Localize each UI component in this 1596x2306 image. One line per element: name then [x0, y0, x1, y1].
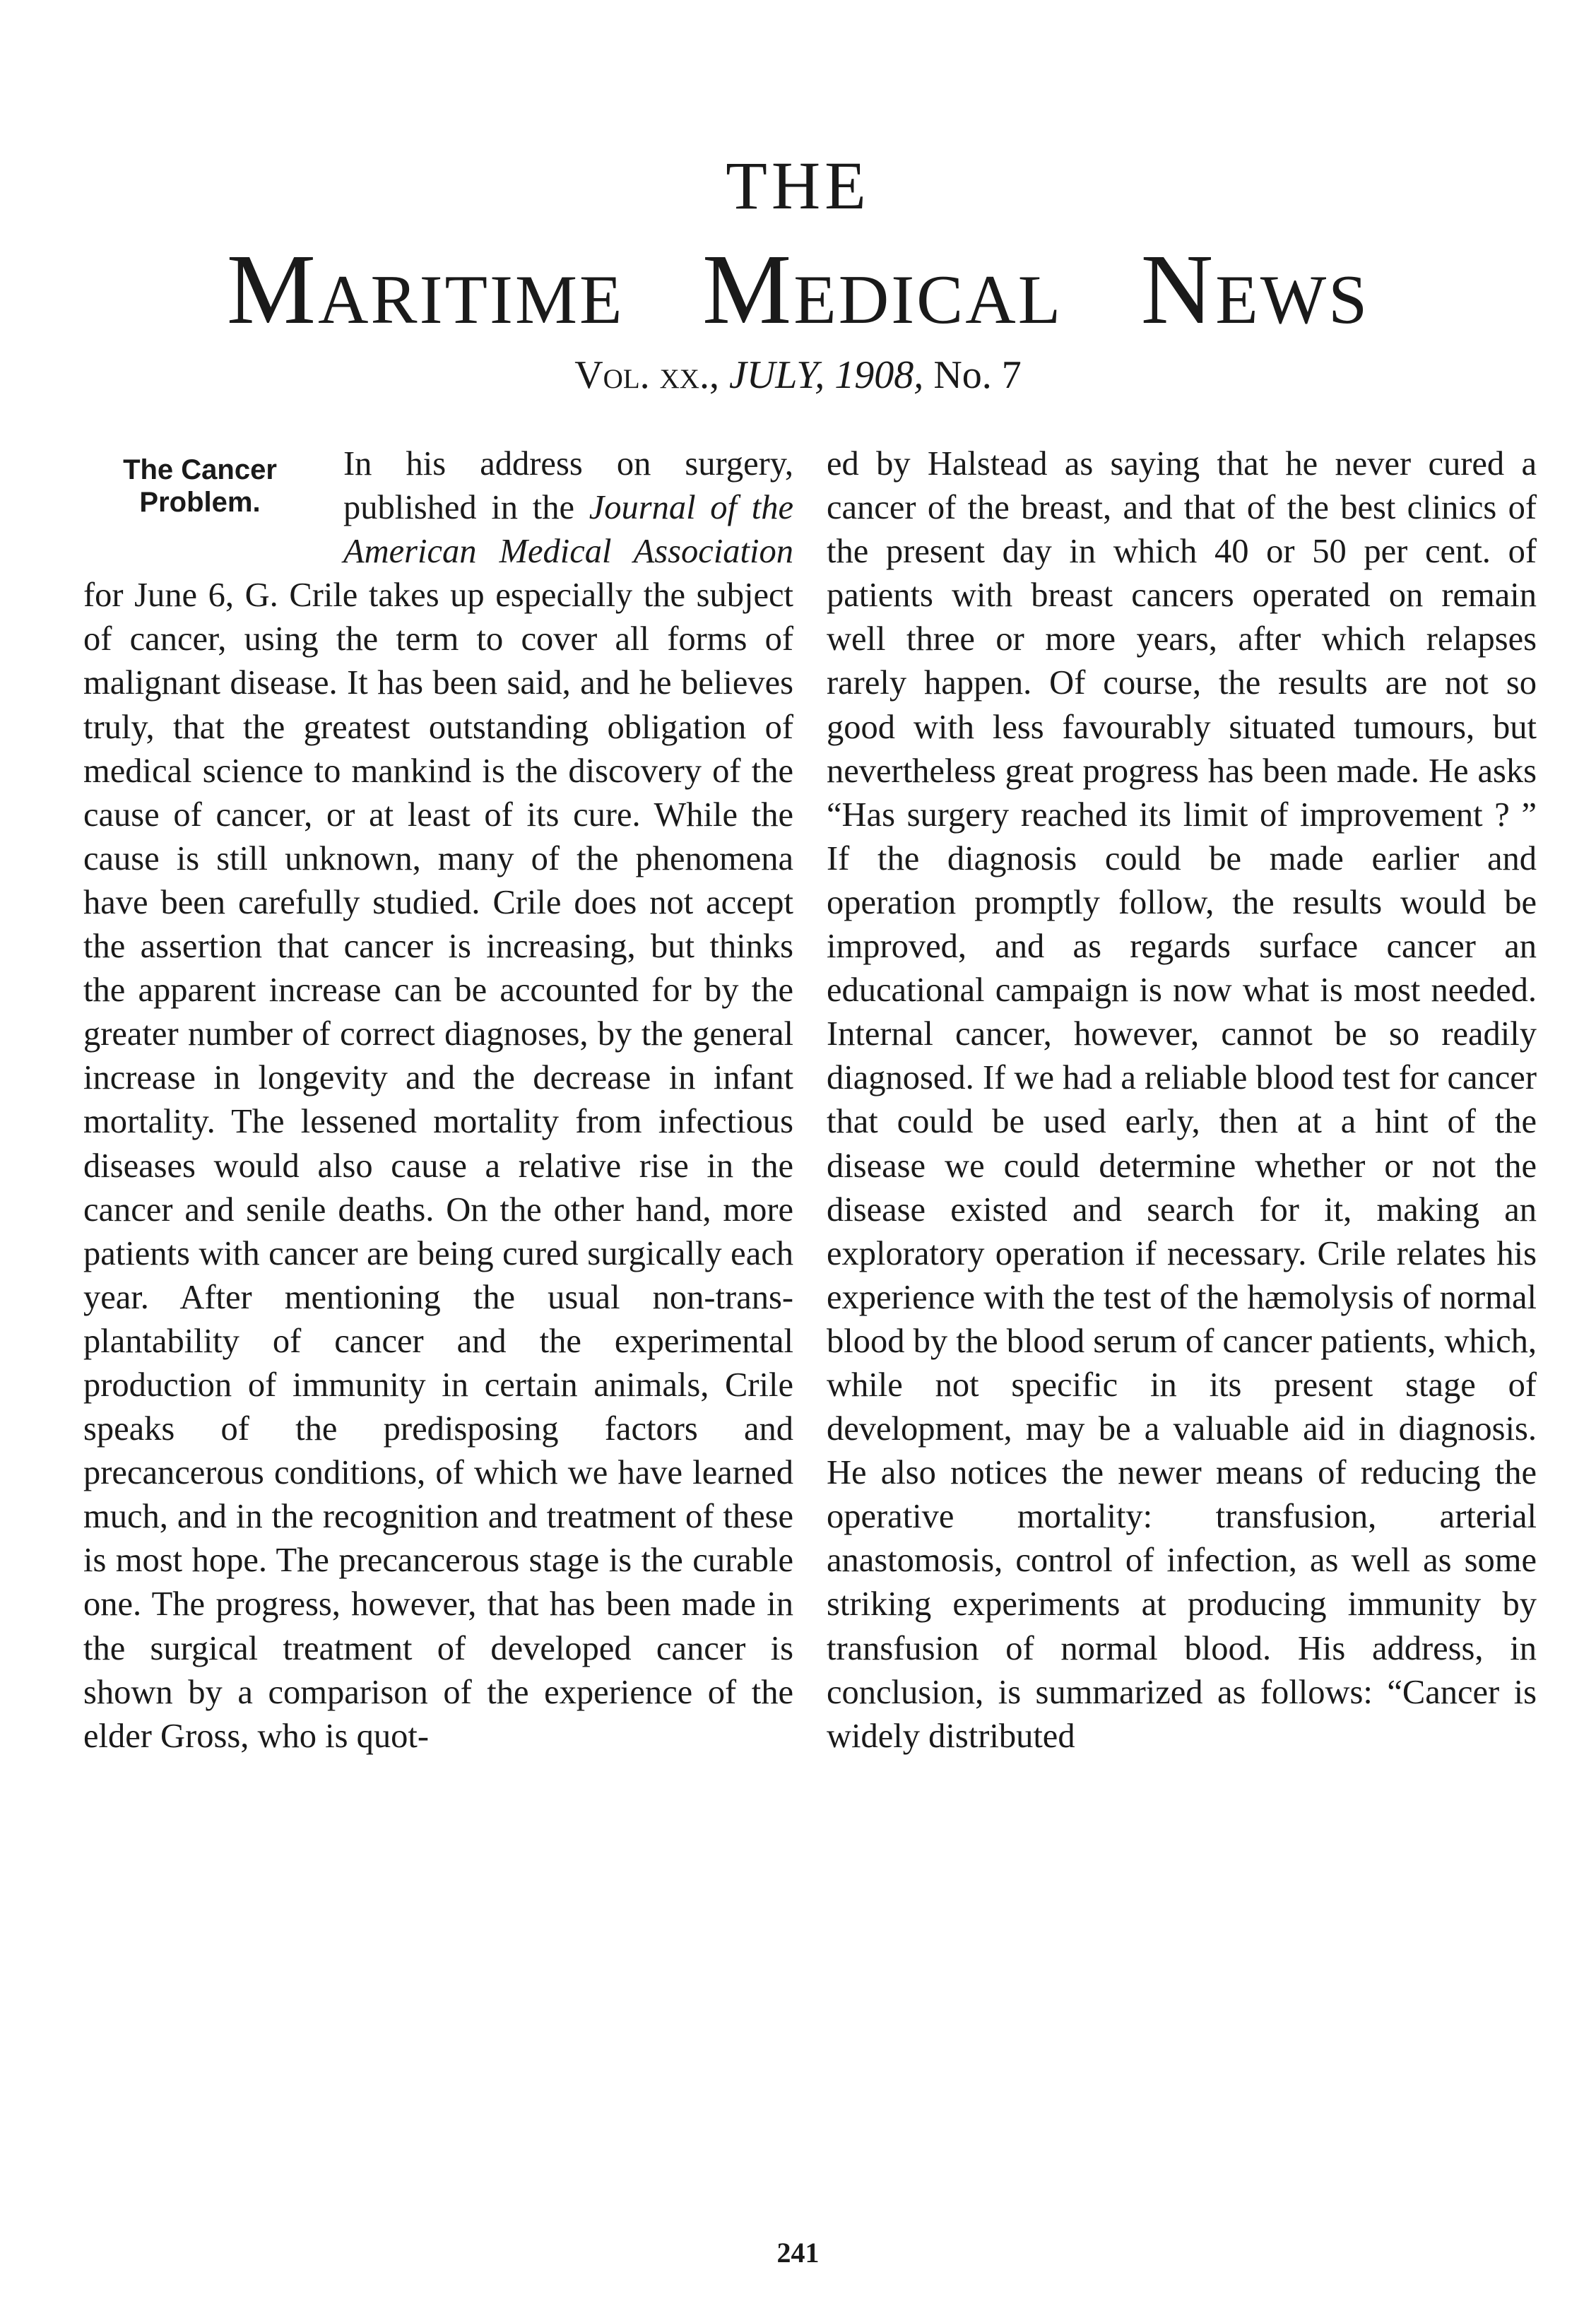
article-body-right: ed by Halstead as saying that he never cured a cancer of the breast, and that of the best clinics of the present day in which 40 or 50 per cent. of patients with breast cancers operated on remain well three or more years, after which relapses rarely happen. Of course, the results are not so good with less favourably situated tumours, but nevertheless great progress has been made. He asks “Has surgery reached its limit of improvement ? ” If the diagnosis could be made earlier and operation promptly follow, the results would be improved, and as regards surface cancer an educational campaign is now what is most needed. Internal cancer, however, cannot be so readily diagnosed. If we had a reliable blood test for cancer that could be used early, then at a hint of the disease we could determine whether or not the disease existed and search for it, making an exploratory operation if necessary. Crile relates his experience with the test of the hæmolysis of normal blood by the blood serum of cancer patients, which, while not specific in its present stage of development, may be a valuable aid in diagnosis. He also notices the newer means of reducing the operative mortality: transfusion, arterial anastomosis, control of infection, as well as some striking experiments at producing immunity by transfusion of normal blood. His address, in conclusion, is summarized as follows: “Cancer is widely distributed: [827, 445, 1537, 1755]
article-column-right: [827, 442, 1537, 1758]
volume-line: [0, 355, 1596, 395]
issue-number: No. 7: [933, 353, 1022, 397]
page-number: 241: [776, 2237, 820, 2269]
masthead-word-medical: Medical: [702, 233, 1063, 345]
article-body-left: for June 6, G. Crile takes up especially the subject of cancer, using the term to cover all forms of malignant disease. It has been said, and he believes truly, that the greatest outstanding obligation of medical science to mankind is the discovery of the cause of cancer, or at least of its cure. While the cause is still unknown, many of the phenomena have been carefully studied. Crile does not accept the assertion that cancer is increasing, but thinks the apparent increase can be accounted for by the greater number of correct diagnoses, by the general increase in longevity and the decrease in infant mortality. The lessened mortality from infectious diseases would also cause a relative rise in the cancer and senile deaths. On the other hand, more patients with cancer are being cured surgically each year. After mentioning the usual non-trans-plantability of cancer and the experimental production of immunity in certain animals, Crile speaks of the predisposing factors and precancerous conditions, of which we have learned much, and in the recognition and treatment of these is most hope. The precancerous stage is the curable one. The progress, however, that has been made in the surgical treatment of developed cancer is shown by a comparison of the experience of the elder Gross, who is quot-: [83, 576, 793, 1755]
sidehead-line-1: The Cancer: [123, 454, 277, 485]
journal-title: Journal of the American Medical Association: [343, 489, 793, 571]
article-column-left: [83, 442, 793, 1758]
volume-number: Vol. xx.,: [574, 353, 719, 397]
article-paragraph-left: [83, 442, 793, 1758]
article-sidehead: [83, 454, 317, 541]
masthead-word-news: News: [1140, 233, 1370, 345]
sidehead-line-2: Problem.: [139, 487, 261, 518]
article-intro: In his address on surgery, published in the: [343, 445, 793, 527]
masthead-word-maritime: Maritime: [226, 233, 625, 345]
issue-date: JULY, 1908,: [728, 353, 924, 397]
masthead-the: THE: [726, 148, 870, 223]
masthead-title: [0, 233, 1596, 345]
